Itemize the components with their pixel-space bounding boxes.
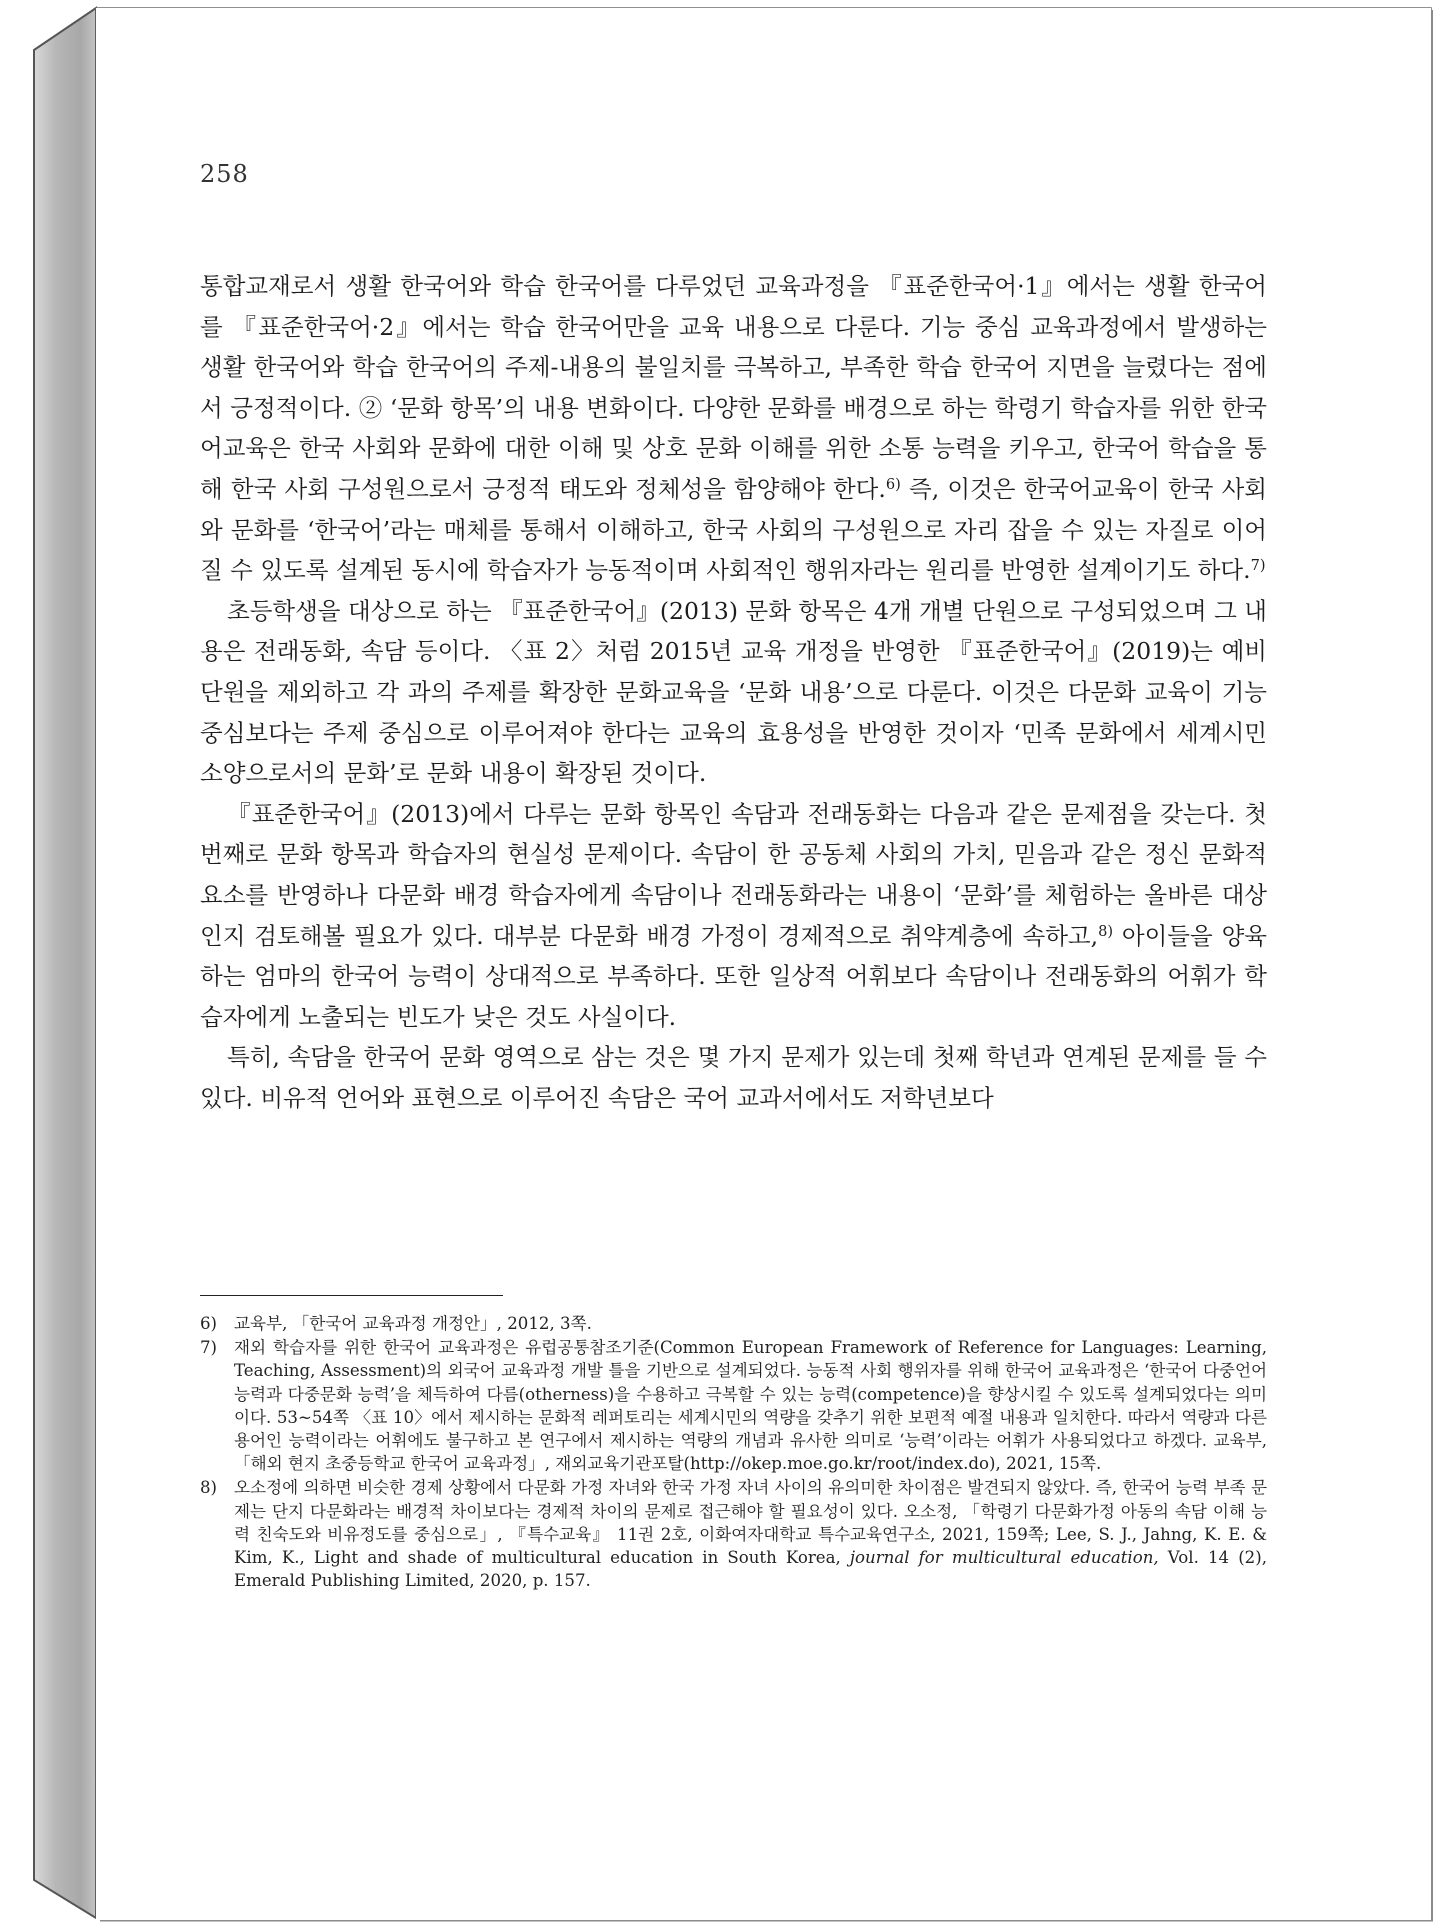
footnote-item — [200, 1312, 1267, 1335]
footnote-reference: 7) — [1250, 557, 1266, 575]
footnote-item — [200, 1476, 1267, 1592]
footnotes — [200, 1312, 1267, 1593]
body-paragraph — [200, 794, 1267, 1038]
body-paragraph — [200, 591, 1267, 794]
footnote-reference: 8) — [1098, 922, 1114, 940]
text-run: 즉, 이것은 한국어교육이 한국 사회와 문화를 ‘한국어’라는 매체를 통해서 이해하고, 한국 사회의 구성원으로 자리 잡을 수 있는 자질로 이어질 수 있도록 설계된 동시에 학습자가 능동적이며 사회적인 행위자라는 원리를 반영한 설계이기도 하다. — [200, 474, 1268, 585]
footnote-text — [234, 1336, 1267, 1475]
text-run: 『표준한국어』(2013)에서 다루는 문화 항목인 속담과 전래동화는 다음과 같은 문제점을 갖는다. 첫 번째로 문화 항목과 학습자의 현실성 문제이다. 속담이 한 공동체 사회의 가치, 믿음과 같은 정신 문화적 요소를 반영하나 다문화 배경 학습자에게 속담이나 전래동화라는 내용이 ‘문화’를 체험하는 올바른 대상인지 검토해볼 필요가 있다. 대부분 다문화 배경 가정이 경제적으로 취약계층에 속하고, — [200, 799, 1267, 950]
footnote-number: 7) — [200, 1338, 218, 1358]
footnote-number: 8) — [200, 1478, 218, 1498]
footnote-separator — [200, 1295, 503, 1296]
italic-text: journal for multicultural education, — [849, 1548, 1159, 1568]
text-run: Vol. 14 (2), Emerald Publishing Limited, 2020, p. 157. — [234, 1548, 1267, 1591]
text-run: 재외 학습자를 위한 한국어 교육과정은 유럽공통참조기준(Common European Framework of Reference for Languages: Learning, Teaching, Assessment)의 외국어 교육과정 개발 틀을 기반으로 설계되었다. 능동적 사회 행위자를 위해 한국어 교육과정은 ‘한국어 다중언어 능력과 다중문화 능력’을 체득하여 다름(otherness)을 수용하고 극복할 수 있는 능력(competence)을 향상시킬 수 있도록 설계되었다는 의미이다. 53~54쪽 〈표 10〉에서 제시하는 문화적 레퍼토리는 세계시민의 역량을 갖추기 위한 보편적 예절 내용과 일치한다. 따라서 역량과 다른 용어인 능력이라는 어휘에도 불구하고 본 연구에서 제시하는 역량의 개념과 유사한 의미로 ‘능력’이라는 어휘가 사용되었다고 하겠다. 교육부, 「해외 현지 초중등학교 한국어 교육과정」, 재외교육기관포탈(http://okep.moe.go.kr/root/index.do), 2021, 15쪽. — [234, 1338, 1267, 1474]
text-run: 통합교재로서 생활 한국어와 학습 한국어를 다루었던 교육과정을 『표준한국어·1』에서는 생활 한국어를 『표준한국어·2』에서는 학습 한국어만을 교육 내용으로 다룬다. 기능 중심 교육과정에서 발생하는 생활 한국어와 학습 한국어의 주제-내용의 불일치를 극복하고, 부족한 학습 한국어 지면을 늘렸다는 점에서 긍정적이다. ② ‘문화 항목’의 내용 변화이다. 다양한 문화를 배경으로 하는 학령기 학습자를 위한 한국어교육은 한국 사회와 문화에 대한 이해 및 상호 문화 이해를 위한 소통 능력을 키우고, 한국어 학습을 통해 한국 사회 구성원으로서 긍정적 태도와 정체성을 함양해야 한다. — [200, 272, 1267, 503]
footnote-number: 6) — [200, 1314, 218, 1333]
body-paragraph — [200, 266, 1267, 591]
main-body-text — [200, 266, 1267, 1118]
footnote-text — [234, 1476, 1267, 1592]
text-run: 아이들을 양육하는 엄마의 한국어 능력이 상대적으로 부족하다. 또한 일상적 어휘보다 속담이나 전래동화의 어휘가 학습자에게 노출되는 빈도가 낮은 것도 사실이다. — [200, 921, 1267, 1031]
page-number: 258 — [200, 160, 249, 188]
text-run: 교육부, 「한국어 교육과정 개정안」, 2012, 3쪽. — [234, 1314, 592, 1333]
text-run: 초등학생을 대상으로 하는 『표준한국어』(2013) 문화 항목은 4개 개별 단원으로 구성되었으며 그 내용은 전래동화, 속담 등이다. 〈표 2〉처럼 2015년 교육 개정을 반영한 『표준한국어』(2019)는 예비 단원을 제외하고 각 과의 주제를 확장한 문화교육을 ‘문화 내용’으로 다룬다. 이것은 다문화 교육이 기능 중심보다는 주제 중심으로 이루어져야 한다는 교육의 효용성을 반영한 것이자 ‘민족 문화에서 세계시민 소양으로서의 문화’로 문화 내용이 확장된 것이다. — [200, 596, 1267, 788]
text-run: 오소정에 의하면 비슷한 경제 상황에서 다문화 가정 자녀와 한국 가정 자녀 사이의 유의미한 차이점은 발견되지 않았다. 즉, 한국어 능력 부족 문제는 단지 다문화라는 배경적 차이보다는 경제적 차이의 문제로 접근해야 할 필요성이 있다. 오소정, 「학령기 다문화가정 아동의 속담 이해 능력 친숙도와 비유정도를 중심으로」, 『특수교육』 11권 2호, 이화여자대학교 특수교육연구소, 2021, 159쪽; Lee, S. J., Jahng, K. E. & Kim, K., Light and shade of multicultural education in South Korea, — [234, 1478, 1267, 1568]
text-run: 특히, 속담을 한국어 문화 영역으로 삼는 것은 몇 가지 문제가 있는데 첫째 학년과 연계된 문제를 들 수 있다. 비유적 언어와 표현으로 이루어진 속담은 국어 교과서에서도 저학년보다 — [200, 1043, 1267, 1112]
footnote-text — [234, 1312, 1267, 1335]
footnote-item — [200, 1336, 1267, 1475]
body-paragraph — [200, 1037, 1267, 1118]
footnote-reference: 6) — [885, 475, 901, 493]
